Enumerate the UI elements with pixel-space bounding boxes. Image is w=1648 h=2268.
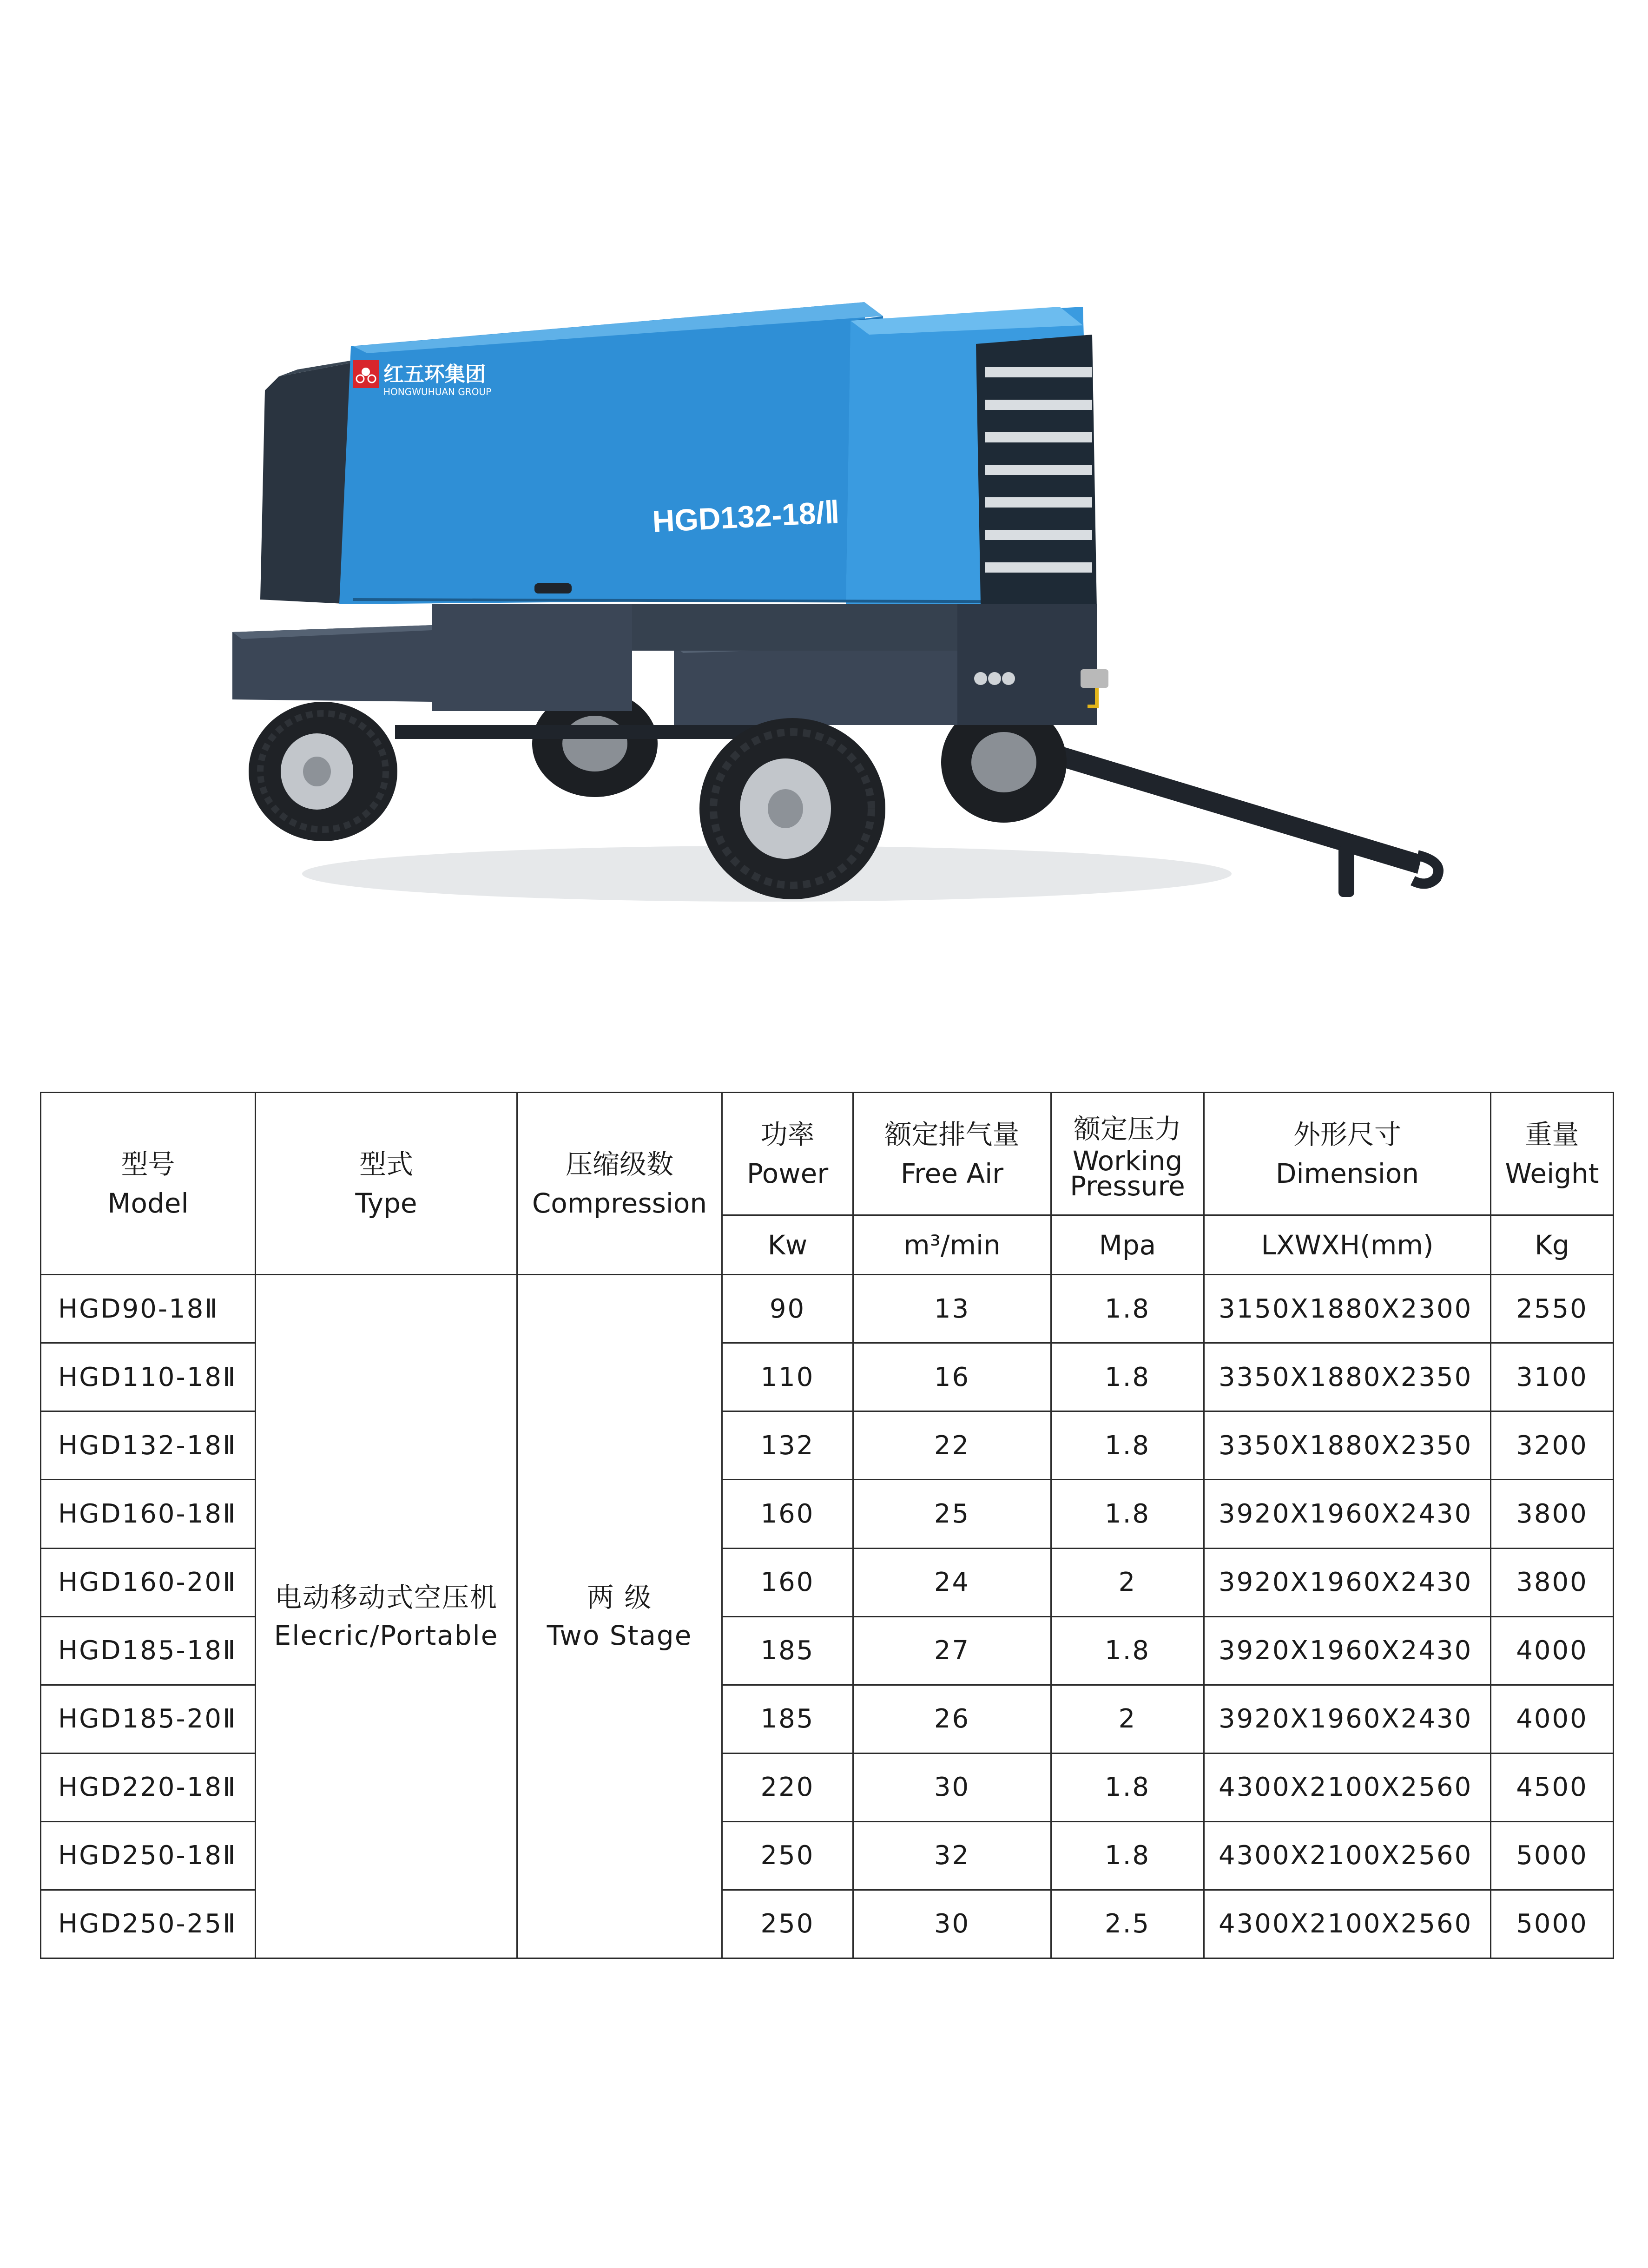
dimension-cell: 3150X1880X2300 — [1204, 1275, 1491, 1343]
pressure-cell: 1.8 — [1051, 1480, 1204, 1548]
brand-name-en: HONGWUHUAN GROUP — [383, 386, 492, 397]
spec-table — [40, 1092, 1614, 1959]
header-free-air: 额定排气量 Free Air — [853, 1093, 1051, 1215]
unit-pressure: Mpa — [1051, 1215, 1204, 1275]
near-rear-wheel — [249, 702, 397, 841]
weight-cell: 5000 — [1491, 1821, 1614, 1890]
model-cell: HGD110-18Ⅱ — [41, 1343, 256, 1411]
free-air-cell: 25 — [853, 1480, 1051, 1548]
dimension-cell: 3350X1880X2350 — [1204, 1411, 1491, 1480]
weight-cell: 5000 — [1491, 1890, 1614, 1958]
model-cell: HGD90-18Ⅱ — [41, 1275, 256, 1343]
model-cell: HGD160-18Ⅱ — [41, 1480, 256, 1548]
door-handle — [534, 583, 572, 593]
model-plate: HGD132-18/Ⅱ — [651, 494, 841, 539]
dimension-cell: 3920X1960X2430 — [1204, 1480, 1491, 1548]
pressure-cell: 1.8 — [1051, 1275, 1204, 1343]
dimension-cell: 3920X1960X2430 — [1204, 1616, 1491, 1685]
power-cell: 110 — [722, 1343, 853, 1411]
header-weight: 重量 Weight — [1491, 1093, 1614, 1215]
model-cell: HGD160-20Ⅱ — [41, 1548, 256, 1616]
weight-cell: 4500 — [1491, 1753, 1614, 1821]
pressure-cell: 2.5 — [1051, 1890, 1204, 1958]
pressure-cell: 1.8 — [1051, 1343, 1204, 1411]
rear-dark-panel — [260, 363, 353, 604]
dimension-cell: 3920X1960X2430 — [1204, 1685, 1491, 1753]
weight-cell: 3800 — [1491, 1480, 1614, 1548]
header-type: 型式 Type — [256, 1093, 517, 1275]
dimension-cell: 4300X2100X2560 — [1204, 1753, 1491, 1821]
pressure-cell: 1.8 — [1051, 1753, 1204, 1821]
weight-cell: 3200 — [1491, 1411, 1614, 1480]
free-air-cell: 13 — [853, 1275, 1051, 1343]
free-air-cell: 32 — [853, 1821, 1051, 1890]
header-row — [41, 1093, 1614, 1215]
header-dimension: 外形尺寸 Dimension — [1204, 1093, 1491, 1215]
pressure-cell: 2 — [1051, 1548, 1204, 1616]
power-cell: 250 — [722, 1821, 853, 1890]
table-row — [41, 1275, 1614, 1343]
dimension-cell: 3920X1960X2430 — [1204, 1548, 1491, 1616]
compression-cell — [517, 1275, 722, 1958]
pressure-cell: 1.8 — [1051, 1411, 1204, 1480]
pressure-cell: 1.8 — [1051, 1821, 1204, 1890]
model-cell: HGD185-20Ⅱ — [41, 1685, 256, 1753]
power-cell: 250 — [722, 1890, 853, 1958]
weight-cell: 2550 — [1491, 1275, 1614, 1343]
power-cell: 185 — [722, 1685, 853, 1753]
header-compression: 压缩级数 Compression — [517, 1093, 722, 1275]
type-en: Elecric/Portable — [274, 1620, 499, 1652]
weight-cell: 4000 — [1491, 1616, 1614, 1685]
model-cell: HGD132-18Ⅱ — [41, 1411, 256, 1480]
model-cell: HGD185-18Ⅱ — [41, 1616, 256, 1685]
power-cell: 220 — [722, 1753, 853, 1821]
free-air-cell: 16 — [853, 1343, 1051, 1411]
pressure-cell: 1.8 — [1051, 1616, 1204, 1685]
dimension-cell: 4300X2100X2560 — [1204, 1821, 1491, 1890]
free-air-cell: 30 — [853, 1753, 1051, 1821]
free-air-cell: 26 — [853, 1685, 1051, 1753]
free-air-cell: 27 — [853, 1616, 1051, 1685]
unit-weight: Kg — [1491, 1215, 1614, 1275]
louvre-grille — [976, 335, 1097, 609]
header-power: 功率 Power — [722, 1093, 853, 1215]
pressure-cell: 2 — [1051, 1685, 1204, 1753]
model-cell: HGD250-25Ⅱ — [41, 1890, 256, 1958]
weight-cell: 3100 — [1491, 1343, 1614, 1411]
model-cell: HGD250-18Ⅱ — [41, 1821, 256, 1890]
power-cell: 160 — [722, 1548, 853, 1616]
near-front-wheel — [699, 718, 885, 899]
type-cn: 电动移动式空压机 — [274, 1582, 498, 1614]
unit-dimension: LXWXH(mm) — [1204, 1215, 1491, 1275]
free-air-cell: 30 — [853, 1890, 1051, 1958]
weight-cell: 4000 — [1491, 1685, 1614, 1753]
compression-en: Two Stage — [547, 1620, 692, 1652]
type-cell — [256, 1275, 517, 1958]
header-pressure: 额定压力 Working Pressure — [1051, 1093, 1204, 1215]
compression-cn: 两 级 — [587, 1582, 653, 1614]
free-air-cell: 24 — [853, 1548, 1051, 1616]
power-cell: 90 — [722, 1275, 853, 1343]
compressor-illustration — [223, 279, 1459, 930]
dimension-cell: 3350X1880X2350 — [1204, 1343, 1491, 1411]
power-cell: 160 — [722, 1480, 853, 1548]
model-cell: HGD220-18Ⅱ — [41, 1753, 256, 1821]
brand-logo — [353, 360, 379, 388]
unit-power: Kw — [722, 1215, 853, 1275]
power-cell: 185 — [722, 1616, 853, 1685]
free-air-cell: 22 — [853, 1411, 1051, 1480]
power-cell: 132 — [722, 1411, 853, 1480]
weight-cell: 3800 — [1491, 1548, 1614, 1616]
unit-free-air: m³/min — [853, 1215, 1051, 1275]
dimension-cell: 4300X2100X2560 — [1204, 1890, 1491, 1958]
brand-name-cn: 红五环集团 — [383, 363, 486, 386]
header-model: 型号 Model — [41, 1093, 256, 1275]
